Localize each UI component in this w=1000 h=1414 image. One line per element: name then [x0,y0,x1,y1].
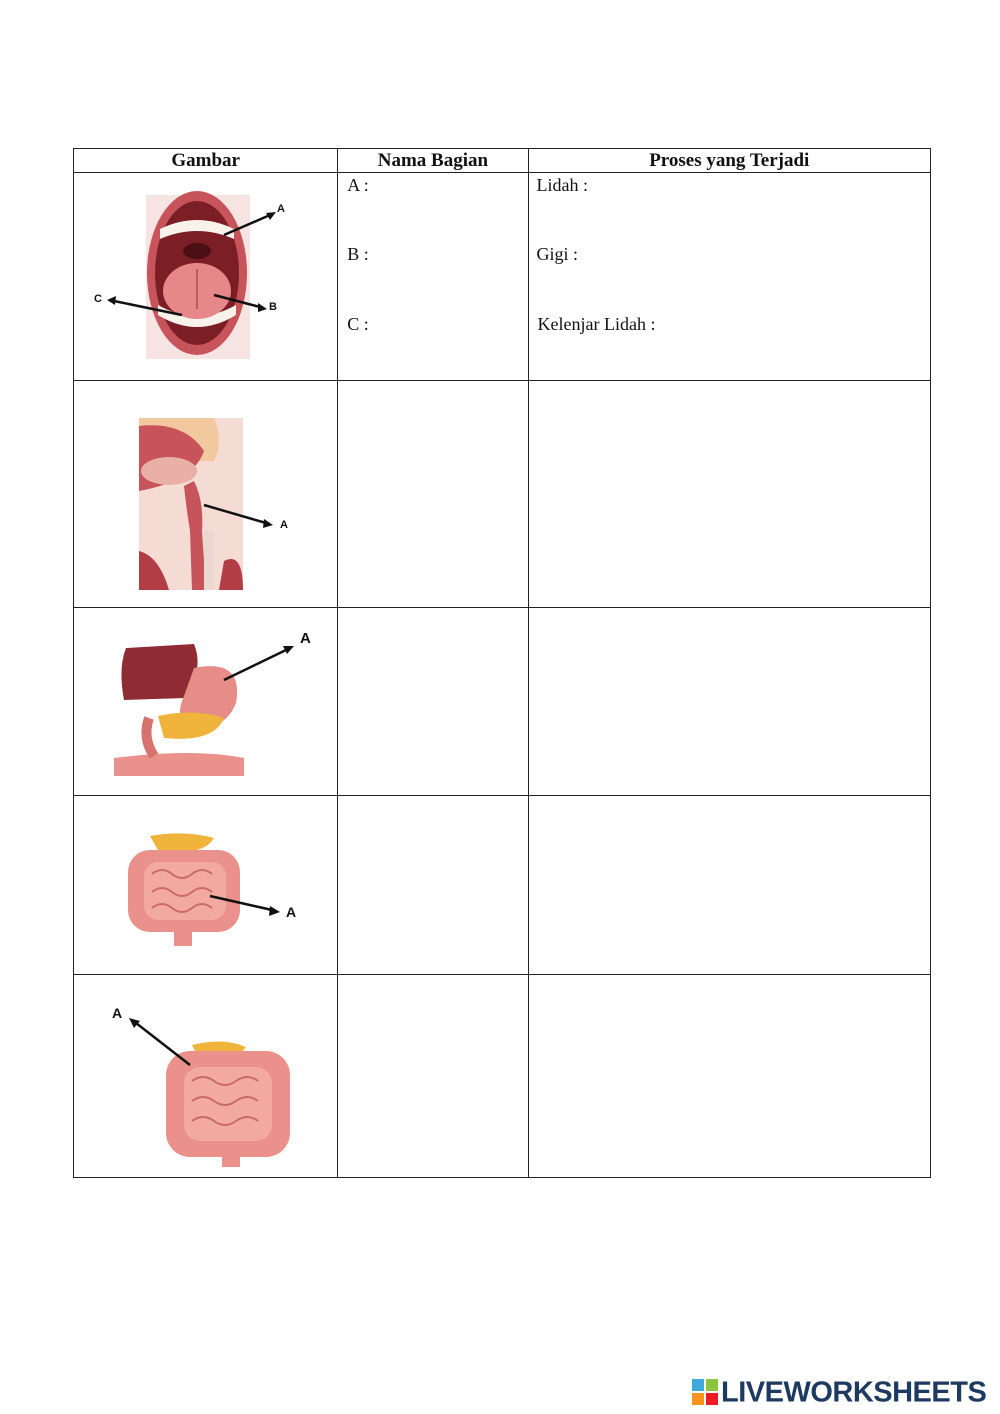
process-cell[interactable] [528,608,930,796]
name-cell[interactable] [338,381,528,608]
header-gambar: Gambar [74,149,338,173]
callout-a: A [112,1005,123,1021]
header-nama-bagian: Nama Bagian [338,149,528,173]
worksheet-table [73,148,931,1178]
table-header-row [74,149,931,173]
small-intestine-image-cell [74,796,338,975]
process-label-lidah: Lidah : [536,175,589,195]
process-cell[interactable] [528,381,930,608]
name-label-c: C : [347,314,369,334]
name-cell[interactable] [338,608,528,796]
process-cell[interactable] [528,796,930,975]
callout-c: C [94,293,102,305]
callout-a: A [277,203,285,215]
name-label-b: B : [347,244,369,264]
table-row [74,173,931,381]
name-cell[interactable] [338,173,528,381]
process-label-kelenjar: Kelenjar Lidah : [537,314,656,334]
esophagus-illustration [74,381,338,608]
process-label-gigi: Gigi : [536,244,579,264]
mouth-illustration [74,173,338,381]
stomach-image-cell [74,608,338,796]
stomach-illustration [74,608,338,796]
esophagus-image-cell [74,381,338,608]
table-row [74,796,931,975]
table-row [74,381,931,608]
brand-name: LIVEWORKSHEETS [721,1376,987,1409]
callout-a: A [286,904,297,920]
callout-a: A [280,519,288,531]
name-cell[interactable] [338,796,528,975]
table-row [74,975,931,1178]
process-cell[interactable] [528,173,930,381]
liveworksheets-brand [692,1376,987,1409]
process-cell[interactable] [528,975,930,1178]
liveworksheets-logo-icon [692,1379,718,1405]
small-intestine-illustration [74,796,338,975]
name-label-a: A : [347,175,369,195]
callout-b: B [269,301,277,313]
large-intestine-image-cell [74,975,338,1178]
header-proses: Proses yang Terjadi [528,149,930,173]
mouth-image-cell [74,173,338,381]
callout-a: A [300,630,311,647]
table-row [74,608,931,796]
name-cell[interactable] [338,975,528,1178]
